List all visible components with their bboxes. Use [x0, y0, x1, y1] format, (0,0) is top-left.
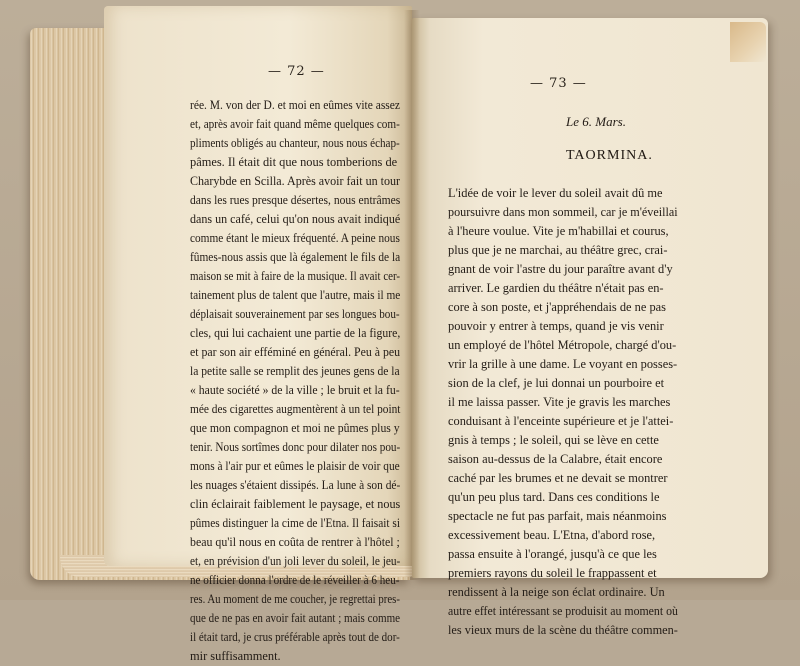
text-line: cles, qui lui cachaient une partie de la figure, — [190, 326, 401, 340]
text-line: et, après avoir fait quand même quelques com- — [190, 117, 400, 131]
text-line: et par son air efféminé en général. Peu à peu — [190, 345, 401, 359]
text-line: gnis à temps ; le soleil, qui se lève en cette — [448, 433, 659, 447]
text-line: les vieux murs de la scène du théâtre commen- — [448, 623, 678, 637]
text-line: tainement plus de talent que l'autre, mais il me — [190, 288, 401, 302]
text-line: Charybde en Scilla. Après avoir fait un tour — [190, 174, 401, 188]
text-line: pliments obligés au chanteur, nous nous échap- — [190, 136, 400, 150]
right-page-text — [448, 184, 678, 640]
text-line: déplaisait souverainement par ses longues bou- — [190, 307, 400, 321]
chapter-title: TAORMINA. — [566, 148, 653, 163]
text-line: vrir la grille à une dame. Le voyant en posses- — [448, 357, 678, 371]
left-page-text — [190, 96, 400, 666]
stained-corner — [730, 22, 766, 62]
text-line: saison au-dessus de la Calabre, était encore — [448, 452, 663, 466]
text-line: maison se mit à faire de la musique. Il avait cer- — [190, 269, 401, 283]
text-line: premiers rayons du soleil le frappassent et — [448, 566, 657, 580]
text-line: il me laissa passer. Vite je gravis les marches — [448, 395, 671, 409]
text-line: il était tard, je crus préférable après tout de dor- — [190, 630, 400, 644]
text-line: mée des cigarettes augmentèrent à un tel point — [190, 402, 401, 416]
text-line: pouvoir y entrer à temps, quand je vis venir — [448, 319, 664, 333]
text-line: les nuages s'étaient dissipés. La lune à son dé- — [190, 478, 401, 492]
text-line: dans un café, celui qu'on nous avait indiqué — [190, 212, 401, 226]
text-line: autre effet intéressant se produisit au moment où — [448, 604, 678, 618]
text-line: que mon compagnon et moi ne pûmes plus y — [190, 421, 400, 435]
text-line: rée. M. von der D. et moi en eûmes vite assez — [190, 98, 401, 112]
text-line: mir suffisamment. — [190, 649, 281, 663]
right-page-number: — 73 — — [530, 76, 587, 91]
text-line: que de ne pas en avoir fait autant ; mais comme — [190, 611, 401, 625]
text-line: L'idée de voir le lever du soleil avait dû me — [448, 186, 663, 200]
text-line: à l'heure voulue. Vite je m'habillai et courus, — [448, 224, 669, 238]
text-line: et, en prévision d'un joli lever du soleil, le jeu- — [190, 554, 401, 568]
text-line: pûmes distinguer la cime de l'Etna. Il faisait si — [190, 516, 400, 530]
text-line: un employé de l'hôtel Métropole, chargé d'ou- — [448, 338, 677, 352]
text-line: poursuivre dans mon sommeil, car je m'éveillai — [448, 205, 678, 219]
text-line: « haute société » de la ville ; le bruit et la fu- — [190, 383, 400, 397]
text-line: sion de la clef, je lui donnai un pourboire et — [448, 376, 665, 390]
text-line: spectacle ne fut pas parfait, mais néanmoins — [448, 509, 667, 523]
text-line: dans les rues presque désertes, nous entrâmes — [190, 193, 401, 207]
text-line: clin éclairait faiblement le paysage, et nous — [190, 497, 401, 511]
text-line: passa ensuite à l'orangé, jusqu'à ce que les — [448, 547, 657, 561]
text-line: qu'un peu plus tard. Dans ces conditions le — [448, 490, 660, 504]
text-line: conduisant à l'enceinte supérieure et je l'attei- — [448, 414, 674, 428]
text-line: caché par les brumes et ne devait se montrer — [448, 471, 668, 485]
text-line: excessivement beau. L'Etna, d'abord rose, — [448, 528, 656, 542]
left-page-number: — 72 — — [268, 64, 325, 79]
text-line: beau qu'il nous en coûta de rentrer à l'hôtel ; — [190, 535, 400, 549]
text-line: tenir. Nous sortîmes donc pour dilater nos pou- — [190, 440, 401, 454]
text-line: core à son poste, et j'appréhendais de ne pas — [448, 300, 666, 314]
text-line: res. Au moment de me coucher, je regrettai pres- — [190, 592, 400, 606]
text-line: pâmes. Il était dit que nous tomberions de — [190, 155, 398, 169]
text-line: rendissent à la neige son éclat ordinaire. Un — [448, 585, 665, 599]
text-line: mons à l'air pur et eûmes le plaisir de voir que — [190, 459, 400, 473]
text-line: ne officier donna l'ordre de le réveiller à 6 heu- — [190, 573, 400, 587]
text-line: plus que je ne marchai, au théâtre grec, crai- — [448, 243, 668, 257]
text-line: comme étant le mieux fréquenté. A peine nous — [190, 231, 400, 245]
text-line: fûmes-nous assis que là également le fils de la — [190, 250, 401, 264]
book-gutter — [404, 10, 420, 580]
text-line: gnant de voir l'astre du jour paraître avant d'y — [448, 262, 673, 276]
entry-date: Le 6. Mars. — [566, 114, 626, 129]
text-line: la petite salle se remplit des jeunes gens de la — [190, 364, 400, 378]
text-line: arriver. Le gardien du théâtre n'était pas en- — [448, 281, 664, 295]
